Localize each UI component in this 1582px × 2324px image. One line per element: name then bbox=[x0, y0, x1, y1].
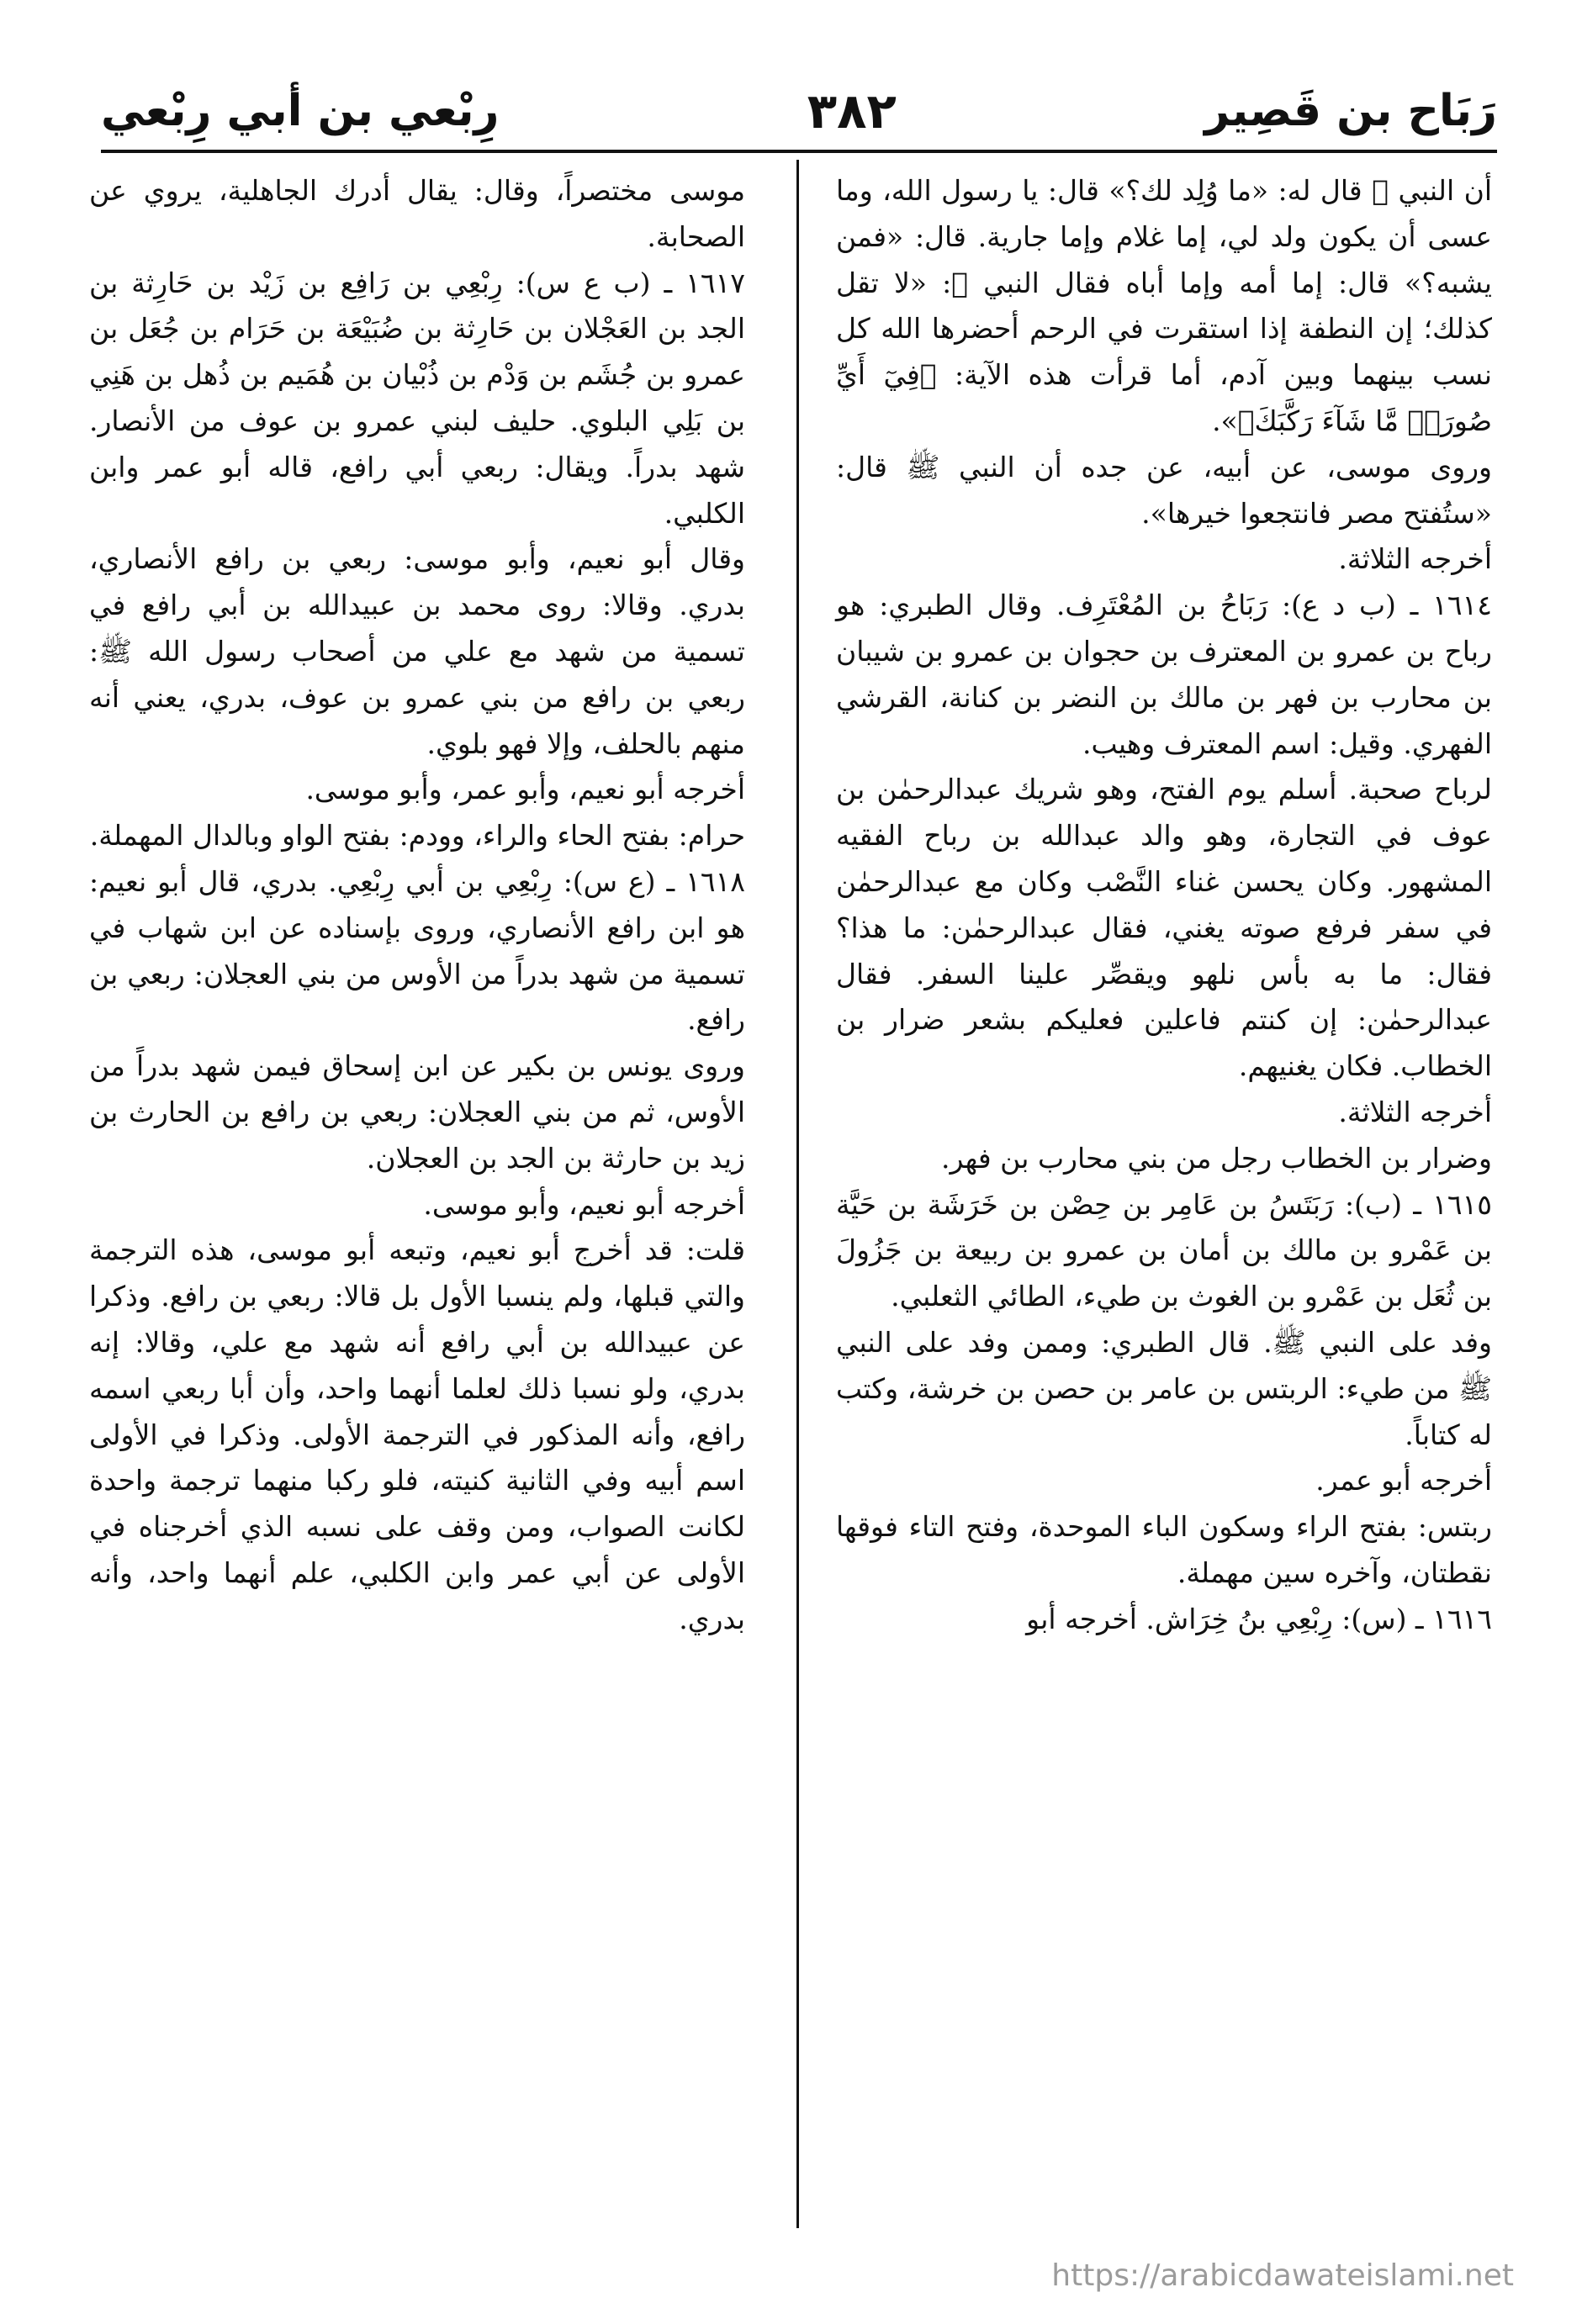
paragraph: لرباح صحبة. أسلم يوم الفتح، وهو شريك عبدالرحمٰن بن عوف في التجارة، وهو والد عبدالله بن رباح الفقيه المشهور. وكان يحسن غناء النَّصْب وكان مع عبدالرحمٰن في سفر فرفع صوته يغني، فقال عبدالرحمٰن: ما هذا؟ فقال: ما به بأس نلهو ويقصِّر علينا السفر. فقال عبدالرحمٰن: إن كنتم فاعلين فعليكم بشعر ضرار بن الخطاب. فكان يغنيهم. bbox=[836, 773, 1492, 1083]
paragraph: وفد على النبي ﷺ. قال الطبري: وممن وفد على النبي ﷺ من طيء: الربتس بن عامر بن حصن بن خرشة، وكتب له كتاباً. bbox=[836, 1325, 1492, 1451]
paragraph: أخرجه أبو نعيم، وأبو موسى. bbox=[423, 1187, 745, 1221]
paragraph: أخرجه أبو عمر. bbox=[1315, 1464, 1492, 1497]
paragraph: ربتس: بفتح الراء وسكون الباء الموحدة، وفتح التاء فوقها نقطتان، وآخره سين مهملة. bbox=[836, 1510, 1492, 1589]
header-rule bbox=[101, 150, 1497, 153]
entry-heading: ١٦١٦ ـ (س): رِبْعِي بنُ خِرَاش. أخرجه أبو bbox=[1026, 1602, 1492, 1635]
entry-heading: ١٦١٥ ـ (ب): رَبَتَسُ بن عَامِر بن حِصْن بن خَرَشَة بن حَيَّة بن عَمْرو بن مالك بن أمان بن عمرو بن ربيعة بن جَزُولَ بن ثُعَل بن عَمْرو بن الغوث بن طيء، الطائي الثعلبي. bbox=[836, 1187, 1492, 1313]
paragraph: وقال أبو نعيم، وأبو موسى: ربعي بن رافع الأنصاري، بدري. وقالا: روى محمد بن عبيدالله بن أبي رافع في تسمية من شهد مع علي من أصحاب رسول الله ﷺ: ربعي بن رافع من بني عمرو بن عوف، بدري، يعني أنه منهم بالحلف، وإلا فهو بلوي. bbox=[89, 542, 745, 760]
paragraph: أخرجه الثلاثة. bbox=[1338, 1095, 1492, 1128]
entry-heading: ١٦١٤ ـ (ب د ع): رَبَاحُ بن المُعْتَرِف. وقال الطبري: هو رباح بن عمرو بن المعترف بن حجوان بن عمرو بن شيبان بن محارب بن فهر بن مالك بن النضر بن كنانة، القرشي الفهري. وقيل: اسم المعترف وهيب. bbox=[836, 589, 1492, 760]
right-running-title: رَبَاح بن قَصِير bbox=[1204, 86, 1497, 136]
left-running-title: رِبْعي بن أبي رِبْعي bbox=[101, 86, 500, 136]
paragraph: وروى يونس بن بكير عن ابن إسحاق فيمن شهد بدراً من الأوس، ثم من بني العجلان: ربعي بن رافع بن الحارث بن زيد بن حارثة بن الجد بن العجلان. bbox=[89, 1049, 745, 1175]
paragraph: وضرار بن الخطاب رجل من بني محارب بن فهر. bbox=[940, 1141, 1492, 1175]
page-number: ٣٨٢ bbox=[807, 82, 897, 140]
paragraph: وروى موسى، عن أبيه، عن جده أن النبي ﷺ قال: «ستُفتح مصر فانتجعوا خيرها». bbox=[836, 450, 1492, 530]
entry-heading: ١٦١٨ ـ (ع س): رِبْعِي بن أبي رِبْعِي. بدري، قال أبو نعيم: هو ابن رافع الأنصاري، وروى بإسناده عن ابن شهاب في تسمية من شهد بدراً من الأوس من بني العجلان: ربعي بن رافع. bbox=[89, 864, 745, 1037]
paragraph: أن النبي ﷺ قال له: «ما وُلِد لك؟» قال: يا رسول الله، وما عسى أن يكون ولد لي، إما غلام وإما جارية. قال: «فمن يشبه؟» قال: إما أمه وإما أباه فقال النبي ﷺ: «لا تقل كذلك؛ إن النطفة إذا استقرت في الرحم أحضرها الله كل نسب بينهما وبين آدم، أما قرأت هذه الآية: ﴿فِيٓ أَيِّ صُورَةٖ مَّا شَآءَ رَكَّبَكَ﴾». bbox=[836, 174, 1492, 437]
paragraph: أخرجه أبو نعيم، وأبو عمر، وأبو موسى. bbox=[305, 773, 745, 806]
paragraph: حرام: بفتح الحاء والراء، وودم: بفتح الواو وبالدال المهملة. bbox=[89, 819, 745, 853]
paragraph: موسى مختصراً، وقال: يقال أدرك الجاهلية، يروي عن الصحابة. bbox=[89, 174, 745, 253]
paragraph: قلت: قد أخرج أبو نعيم، وتبعه أبو موسى، هذه الترجمة والتي قبلها، ولم ينسبا الأول بل قالا: ربعي بن رافع. وذكرا عن عبيدالله بن أبي رافع أنه شهد مع علي، وقالا: إنه بدري، ولو نسبا ذلك لعلما أنهما واحد، وأن أبا ربعي اسمه رافع، وأنه المذكور في الترجمة الأولى. وذكرا في الأولى اسم أبيه وفي الثانية كنيته، فلو ركبا منهما ترجمة واحدة لكانت الصواب، ومن وقف على نسبه الذي أخرجناه في الأولى عن أبي عمر وابن الكلبي، علم أنهما واحد، وأنه بدري. bbox=[89, 1233, 745, 1635]
column-divider bbox=[796, 160, 799, 2228]
watermark-url: https://arabicdawateislami.net bbox=[1051, 2258, 1514, 2293]
left-column bbox=[89, 168, 745, 1643]
paragraph: أخرجه الثلاثة. bbox=[1338, 542, 1492, 576]
entry-heading: ١٦١٧ ـ (ب ع س): رِبْعِي بن رَافِع بن زَيْد بن حَارِثة بن الجد بن العَجْلان بن حَارِثة بن ضُبَيْعَة بن حَرَام بن جُعَل بن عمرو بن جُشَم بن وَدْم بن ذُبْيان بن هُمَيم بن ذُهل بن هَنِي بن بَلِي البلوي. حليف لبني عمرو بن عوف من الأنصار. شهد بدراً. ويقال: ربعي أبي رافع، قاله أبو عمر وابن الكلبي. bbox=[89, 266, 745, 530]
right-column bbox=[836, 168, 1492, 1643]
page-header bbox=[101, 77, 1497, 145]
